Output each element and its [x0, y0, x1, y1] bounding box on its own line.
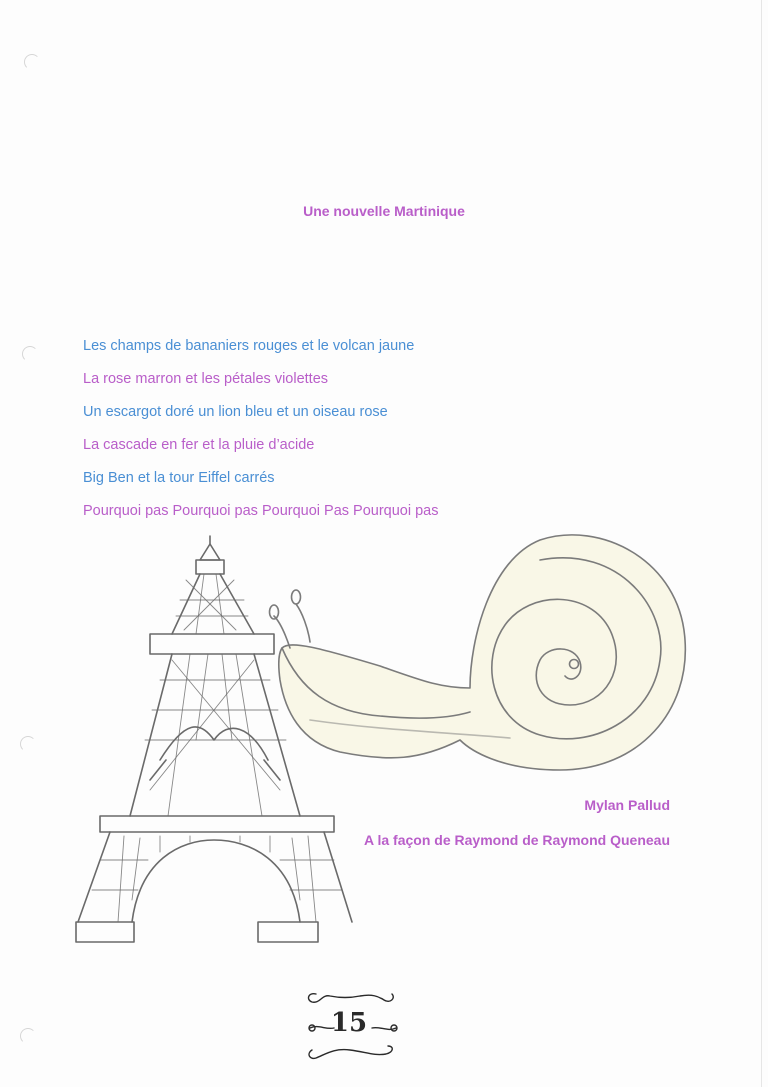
poem-line: Big Ben et la tour Eiffel carrés	[83, 470, 275, 486]
page-number: 15	[330, 1008, 368, 1038]
poem-line: Les champs de bananiers rouges et le volcan jaune	[83, 338, 415, 354]
poem-line: La rose marron et les pétales violettes	[83, 371, 329, 387]
snail-icon	[270, 535, 686, 770]
poem-title: Une nouvelle Martinique	[303, 203, 465, 219]
poem-lines	[83, 335, 439, 533]
author-name: Mylan Pallud	[584, 797, 670, 813]
poem-line: La cascade en fer et la pluie d’acide	[83, 437, 315, 453]
poem-line: Un escargot doré un lion bleu et un oiseau rose	[83, 404, 388, 420]
poem-line: Pourquoi pas Pourquoi pas Pourquoi Pas Pourquoi pas	[83, 503, 439, 519]
attribution-line: A la façon de Raymond de Raymond Queneau	[364, 832, 670, 848]
